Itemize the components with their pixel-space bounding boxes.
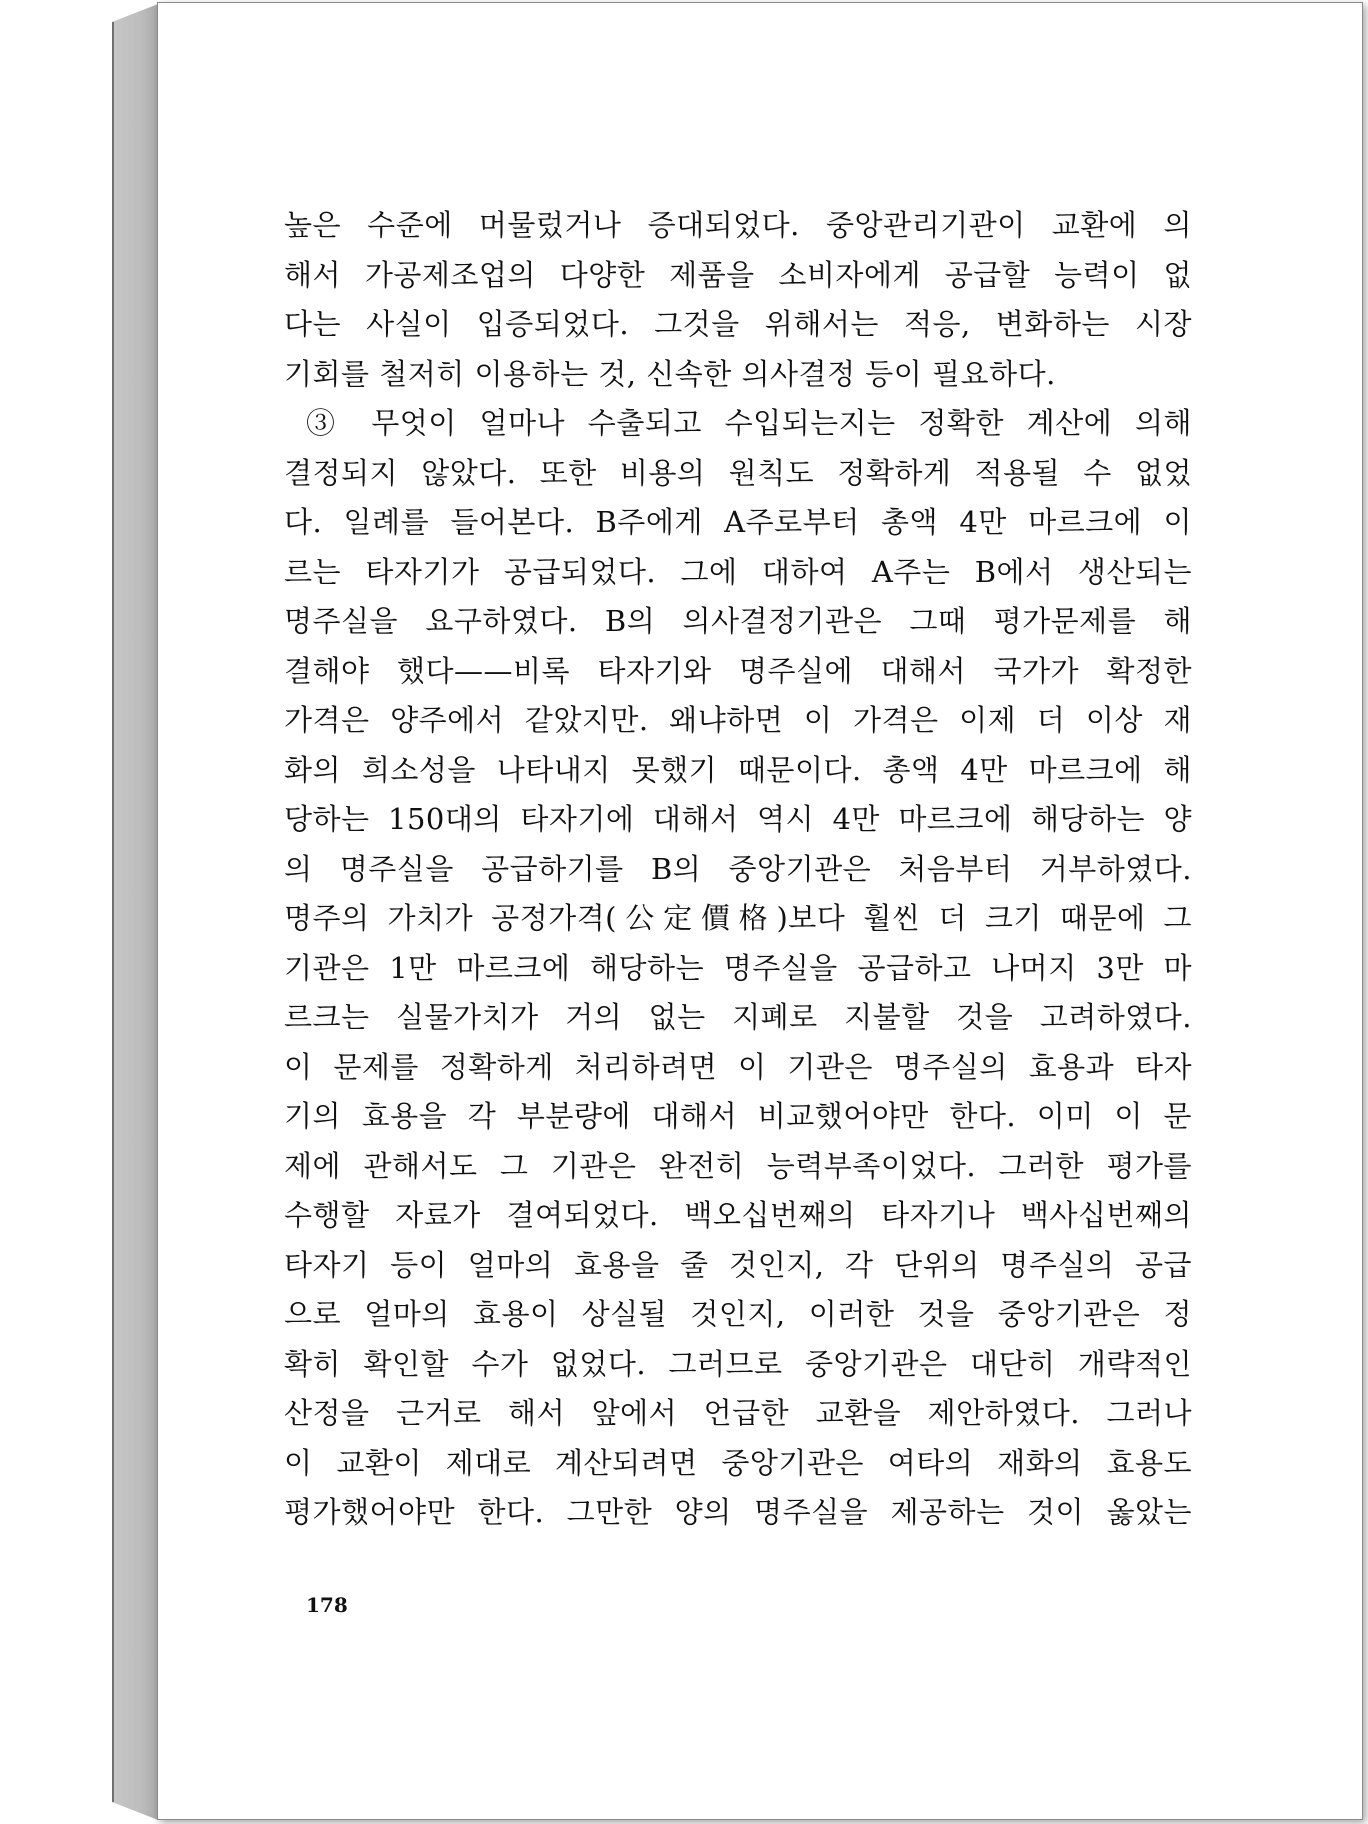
book-page: [157, 2, 1363, 1820]
text-line: 제에 관해서도 그 기관은 완전히 능력부족이었다. 그러한 평가를: [284, 1148, 1192, 1183]
text-line: 다는 사실이 입증되었다. 그것을 위해서는 적응, 변화하는 시장: [284, 307, 1192, 341]
text-line: 기관은 1만 마르크에 해당하는 명주실을 공급하고 나머지 3만 마: [284, 950, 1192, 985]
text-line: 결해야 했다——비록 타자기와 명주실에 대해서 국가가 확정한: [284, 653, 1192, 688]
book-spine: [112, 4, 159, 1820]
text-line: 이 교환이 제대로 계산되려면 중앙기관은 여타의 재화의 효용도: [284, 1445, 1192, 1480]
text-line: 화의 희소성을 나타내지 못했기 때문이다. 총액 4만 마르크에 해: [284, 752, 1192, 787]
text-line: 다. 일례를 들어본다. B주에게 A주로부터 총액 4만 마르크에 이: [284, 505, 1192, 539]
text-line: 해서 가공제조업의 다양한 제품을 소비자에게 공급할 능력이 없: [284, 257, 1192, 292]
text-line: 르크는 실물가치가 거의 없는 지폐로 지불할 것을 고려하였다.: [284, 1000, 1192, 1034]
text-line: 타자기 등이 얼마의 효용을 줄 것인지, 각 단위의 명주실의 공급: [284, 1247, 1192, 1282]
page-number: 178: [306, 1593, 348, 1617]
text-line: 기의 효용을 각 부분량에 대해서 비교했어야만 한다. 이미 이 문: [284, 1099, 1192, 1133]
text-line: 으로 얼마의 효용이 상실될 것인지, 이러한 것을 중앙기관은 정: [284, 1297, 1192, 1331]
page-body-text: [284, 201, 1192, 1538]
text-line: 당하는 150대의 타자기에 대해서 역시 4만 마르크에 해당하는 양: [284, 802, 1192, 836]
text-line: 이 문제를 정확하게 처리하려면 이 기관은 명주실의 효용과 타자: [284, 1049, 1192, 1084]
text-line: 의 명주실을 공급하기를 B의 중앙기관은 처음부터 거부하였다.: [284, 851, 1192, 886]
text-line: 명주의 가치가 공정가격(公定價格)보다 훨씬 더 크기 때문에 그: [284, 901, 1192, 935]
text-line: 산정을 근거로 해서 앞에서 언급한 교환을 제안하였다. 그러나: [284, 1396, 1192, 1430]
text-line: ③ 무엇이 얼마나 수출되고 수입되는지는 정확한 계산에 의해: [306, 406, 1192, 440]
text-line: 높은 수준에 머물렀거나 증대되었다. 중앙관리기관이 교환에 의: [284, 208, 1192, 242]
text-line: 확히 확인할 수가 없었다. 그러므로 중앙기관은 대단히 개략적인: [284, 1346, 1192, 1381]
text-line: 결정되지 않았다. 또한 비용의 원칙도 정확하게 적용될 수 없었: [284, 455, 1192, 490]
text-line: 르는 타자기가 공급되었다. 그에 대하여 A주는 B에서 생산되는: [284, 554, 1192, 589]
text-line: 수행할 자료가 결여되었다. 백오십번째의 타자기나 백사십번째의: [284, 1198, 1192, 1232]
text-line: 명주실을 요구하였다. B의 의사결정기관은 그때 평가문제를 해: [284, 604, 1192, 638]
text-line: 가격은 양주에서 같았지만. 왜냐하면 이 가격은 이제 더 이상 재: [284, 703, 1192, 737]
text-line: 평가했어야만 한다. 그만한 양의 명주실을 제공하는 것이 옳았는: [284, 1495, 1192, 1529]
text-line: 기회를 철저히 이용하는 것, 신속한 의사결정 등이 필요하다.: [284, 356, 1056, 391]
book-spine-edge: [112, 22, 114, 1802]
